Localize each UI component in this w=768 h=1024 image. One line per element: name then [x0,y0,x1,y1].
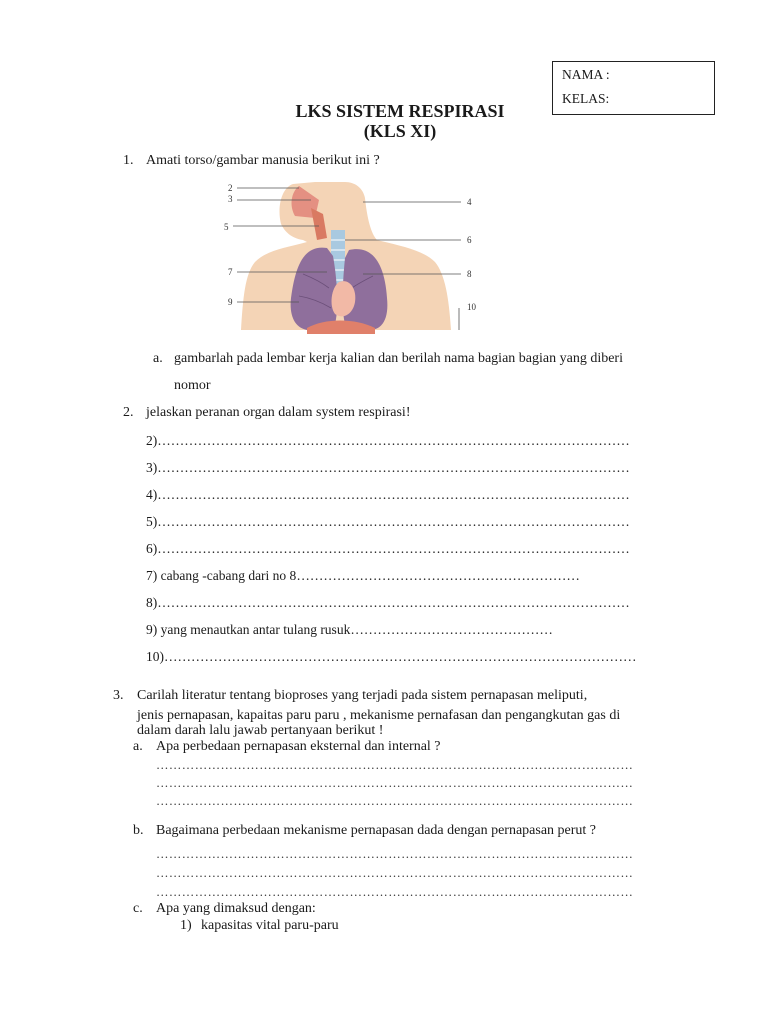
q3c-item1-text: kapasitas vital paru-paru [201,918,339,933]
q3c-item1-number: 1) [180,918,192,933]
q3b-letter: b. [133,823,144,838]
q2-text: jelaskan peranan organ dalam system respirasi! [146,405,411,420]
q3c-text: Apa yang dimaksud dengan: [156,901,316,916]
q1-text: Amati torso/gambar manusia berikut ini ? [146,153,380,168]
answer-line-2: 2)…………………………………………………………………………………………… [146,433,630,448]
answer-line-6: 6)…………………………………………………………………………………………… [146,541,630,556]
q1a-letter: a. [153,351,163,366]
q1-number: 1. [123,153,134,168]
diagram-label-2: 2 [228,183,233,193]
q1a-text-line1: gambarlah pada lembar kerja kalian dan berilah nama bagian bagian yang diberi [174,351,623,366]
answer-line-8: 8)…………………………………………………………………………………………… [146,595,630,610]
page-title: LKS SISTEM RESPIRASI [295,101,505,121]
answer-line-3: 3)…………………………………………………………………………………………… [146,460,630,475]
nama-label: NAMA : [562,67,610,82]
q2-number: 2. [123,405,134,420]
diagram-label-4: 4 [467,197,472,207]
q3a-answer-line-2: ………………………………………………………………………………………………… [156,776,634,790]
q3b-answer-line-1: ………………………………………………………………………………………………… [156,847,634,861]
q1a-text-line2: nomor [174,378,211,393]
q3-text-line3: dalam darah lalu jawab pertanyaan berikut ! [137,723,384,738]
diagram-label-7: 7 [228,267,233,277]
page-subtitle: (KLS XI) [363,121,437,141]
diagram-label-9: 9 [228,297,233,307]
q3-text-line1: Carilah literatur tentang bioproses yang terjadi pada sistem pernapasan meliputi, [137,688,588,703]
q3a-answer-line-1: ………………………………………………………………………………………………… [156,758,634,772]
q3b-text: Bagaimana perbedaan mekanisme pernapasan dada dengan pernapasan perut ? [156,823,597,838]
q3a-letter: a. [133,739,143,754]
q3c-letter: c. [133,901,143,916]
q3a-text: Apa perbedaan pernapasan eksternal dan internal ? [156,739,441,754]
q3a-answer-line-3: ………………………………………………………………………………………………… [156,794,634,808]
diagram-label-6: 6 [467,235,472,245]
kelas-label: KELAS: [562,91,610,106]
diagram-label-8: 8 [467,269,472,279]
answer-line-4: 4)…………………………………………………………………………………………… [146,487,630,502]
diagram-label-3: 3 [228,194,233,204]
q3-text-line2: jenis pernapasan, kapaitas paru paru , mekanisme pernafasan dan pengangkutan gas di [137,708,621,723]
q3b-answer-line-2: ………………………………………………………………………………………………… [156,866,634,880]
respiratory-diagram [215,178,485,336]
answer-line-9: 9) yang menautkan antar tulang rusuk……………………………………… [146,622,553,637]
diagram-label-10: 10 [467,302,476,312]
q3b-answer-line-3: ………………………………………………………………………………………………… [156,885,634,899]
answer-line-7: 7) cabang -cabang dari no 8……………………………………………………… [146,568,580,583]
answer-line-5: 5)…………………………………………………………………………………………… [146,514,630,529]
diagram-label-5: 5 [224,222,229,232]
q3-number: 3. [113,688,124,703]
answer-line-10: 10)…………………………………………………………………………………………… [146,649,637,664]
